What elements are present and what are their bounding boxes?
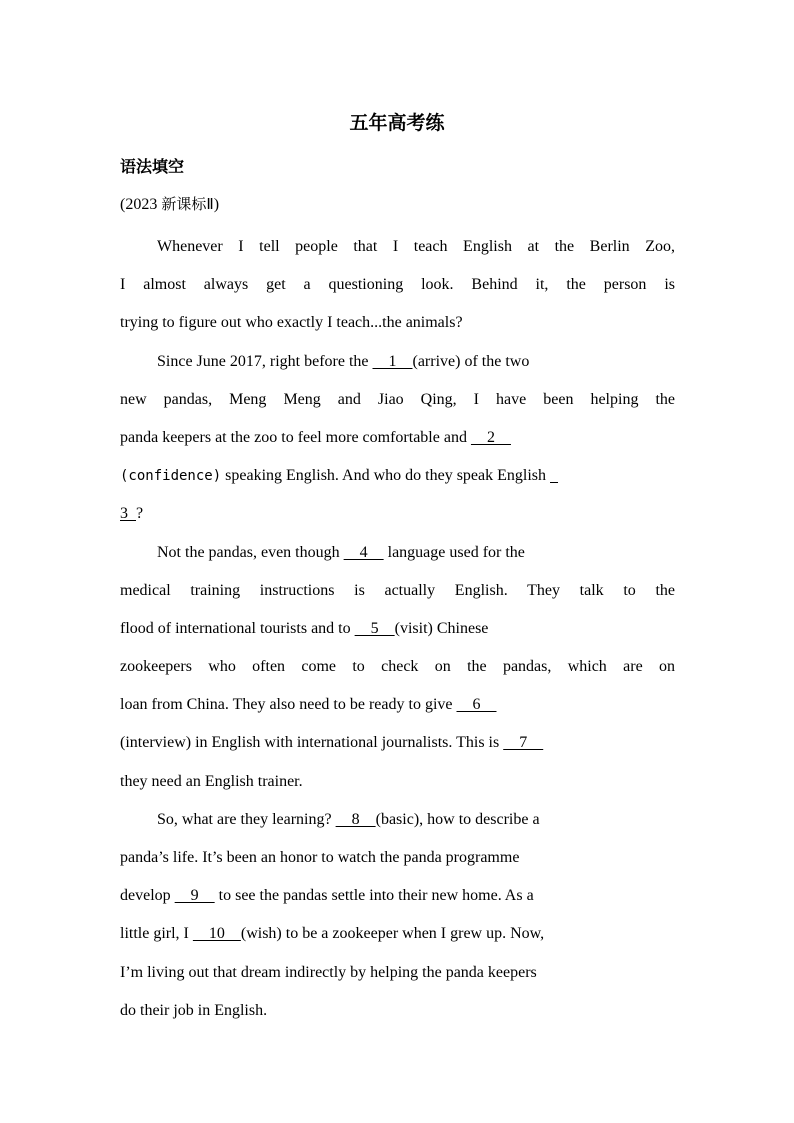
blank-10: 10: [192, 925, 241, 943]
passage-text: ?: [136, 505, 144, 523]
passage-text: So, what are they learning?: [157, 810, 336, 828]
passage-line: [120, 915, 675, 953]
passage-line: [120, 686, 675, 724]
passage-text: develop: [120, 887, 175, 905]
passage-line: [120, 877, 675, 915]
section-heading: 语法填空: [120, 157, 185, 176]
passage-text: little girl, I: [120, 925, 193, 943]
passage-text: language used for the: [383, 543, 525, 561]
passage-text: to see the pandas settle into their new home. As a: [214, 887, 534, 905]
passage-line: [120, 495, 675, 533]
passage-text: panda keepers at the zoo to feel more comfortable and: [120, 428, 471, 446]
blank-5: 5: [354, 619, 395, 637]
passage-line: I almost always get a questioning look. Behind it, the person is: [120, 276, 675, 294]
passage-line: trying to figure out who exactly I teach...the animals?: [120, 314, 463, 332]
passage-line: [120, 534, 675, 572]
passage-line: [120, 724, 675, 762]
passage-text: (basic), how to describe a: [375, 810, 540, 828]
passage-line: [120, 610, 675, 648]
passage-text: speaking English. And who do they speak English: [221, 467, 551, 485]
passage-line: they need an English trainer.: [120, 772, 303, 790]
passage-text: (wish) to be a zookeeper when I grew up. Now,: [240, 925, 545, 943]
source-close: ): [213, 196, 220, 213]
passage-text: flood of international tourists and to: [120, 619, 355, 637]
passage-text: (visit) Chinese: [394, 619, 489, 637]
passage-line: zookeepers who often come to check on the pandas, which are on: [120, 658, 675, 676]
passage-text: (arrive) of the two: [412, 352, 530, 370]
blank-4: 4: [343, 543, 384, 561]
page-title: 五年高考练: [349, 112, 445, 134]
blank-1: 1: [372, 352, 413, 370]
source-name: 新课标Ⅱ: [161, 195, 214, 213]
passage-line: [120, 419, 675, 457]
passage-line: I’m living out that dream indirectly by helping the panda keepers: [120, 963, 537, 981]
blank-8: 8: [335, 810, 376, 828]
exam-source: [120, 193, 219, 214]
passage-line: panda’s life. It’s been an honor to watch the panda programme: [120, 849, 520, 866]
passage-text: Not the pandas, even though: [157, 543, 344, 561]
passage-line: Whenever I tell people that I teach English at the Berlin Zoo,: [157, 238, 675, 255]
passage-line: do their job in English.: [120, 1001, 268, 1019]
passage-text: loan from China. They also need to be ready to give: [120, 696, 457, 714]
blank-9: 9: [174, 887, 215, 905]
passage-text: Since June 2017, right before the: [157, 352, 373, 370]
blank-2: 2: [470, 428, 511, 446]
passage: [120, 228, 675, 1030]
passage-line: medical training instructions is actually English. They talk to the: [120, 581, 675, 599]
blank-6: 6: [456, 696, 497, 714]
blank-3-start: [550, 467, 558, 484]
blank-7: 7: [503, 734, 544, 752]
passage-line: [120, 801, 675, 839]
blank-3: 3: [120, 505, 136, 523]
passage-line: new pandas, Meng Meng and Jiao Qing, I have been helping the: [120, 390, 675, 408]
passage-text: (interview) in English with international journalists. This is: [120, 734, 504, 752]
hint-word: (confidence): [120, 468, 222, 485]
passage-line: [120, 343, 675, 381]
source-open: (2023: [120, 196, 162, 213]
passage-line: [120, 457, 675, 495]
